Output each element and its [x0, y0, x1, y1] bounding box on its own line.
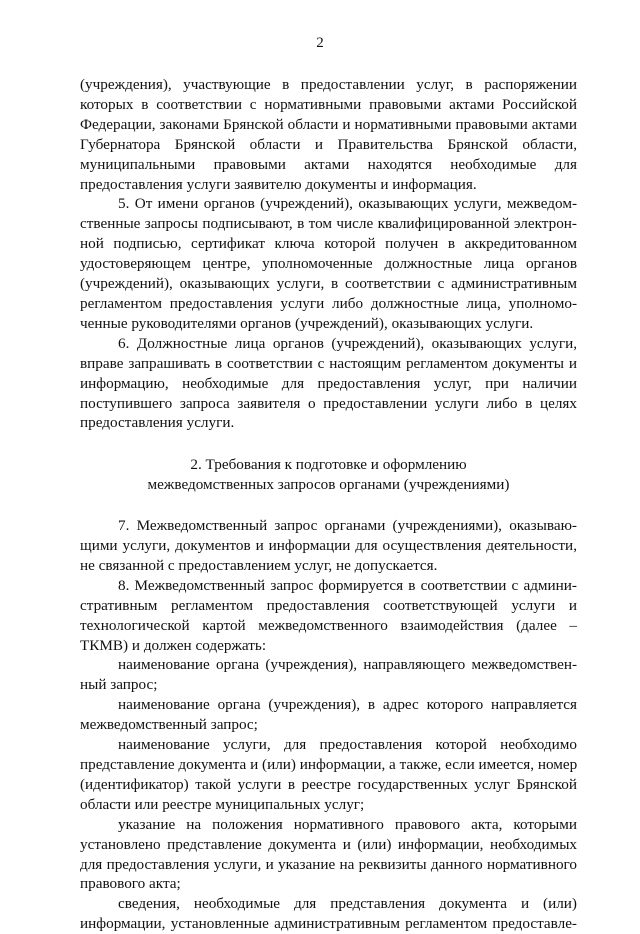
paragraph [80, 194, 577, 333]
text-line: регламентом предоставления услуги либо должностные лица, уполномо- [80, 294, 577, 312]
text-line: Федерации, законами Брянской области и нормативными правовыми актами [80, 115, 577, 133]
text-line: (учреждения), участвующие в предоставлении услуг, в распоряжении [80, 76, 577, 93]
text-line: указание на положения нормативного правового акта, которыми [118, 815, 577, 833]
text-line: информацию, необходимые для предоставления услуг, при наличии [80, 374, 577, 392]
text-line: стративным регламентом предоставления соответствующей услуги и [80, 596, 577, 614]
text-line: сведения, необходимые для представления документа и (или) [118, 895, 577, 913]
text-line: (идентификатор) такой услуги в реестре государственных услуг Брянской [80, 775, 577, 793]
text-line: представление документа и (или) информации, а также, если имеется, номер [80, 756, 578, 773]
text-line: технологической картой межведомственного взаимодействия (далее – [80, 616, 577, 634]
heading-line: 2. Требования к подготовке и оформлению [190, 456, 467, 474]
text-line: которых в соответствии с нормативными правовыми актами Российской [80, 95, 577, 113]
page-number: 2 [316, 35, 324, 51]
paragraph [80, 815, 577, 895]
text-line: Губернатора Брянской области и Правительства Брянской области, [80, 135, 577, 153]
heading-line: межведомственных запросов органами (учреждениями) [147, 476, 510, 494]
text-line: щими услуги, документов и информации для осуществления деятельности, [80, 537, 577, 555]
text-line: муниципальными правовыми актами находятся необходимые для [80, 155, 577, 173]
text-line: поступившего запроса заявителя о предоставлении услуги либо в целях [80, 394, 577, 412]
document-body [80, 75, 577, 934]
paragraph [80, 894, 577, 934]
text-line: наименование органа (учреждения), в адрес которого направляется [118, 696, 577, 714]
text-line: предоставления услуги. [80, 414, 235, 432]
text-line: предоставления услуги заявителю документы и информация. [80, 175, 477, 193]
text-line: установлено представление документа и (или) информации, необходимых [80, 835, 577, 853]
text-line: межведомственный запрос; [80, 716, 258, 734]
paragraph [80, 75, 577, 194]
text-line: ченные руководителями органов (учреждений), оказывающих услуги. [80, 314, 534, 332]
text-line: удостоверяющем центре, уполномоченные должностные лица органов [80, 255, 577, 273]
paragraph [80, 695, 577, 735]
text-line: ТКМВ) и должен содержать: [80, 636, 267, 654]
paragraph [80, 655, 577, 695]
text-line: информации, установленные административным регламентом предоставле- [80, 915, 577, 933]
paragraph [80, 516, 577, 576]
text-line: 6. Должностные лица органов (учреждений), оказывающих услуги, [118, 334, 577, 352]
text-line: области или реестре муниципальных услуг; [80, 795, 365, 813]
text-line: наименование услуги, для предоставления которой необходимо [118, 736, 577, 754]
section-heading [80, 455, 577, 495]
text-line: ный запрос; [80, 676, 158, 694]
text-line: для предоставления услуги, и указание на реквизиты данного нормативного [80, 855, 577, 873]
text-line: вправе запрашивать в соответствии с настоящим регламентом документы и [80, 354, 577, 372]
text-line: 8. Межведомственный запрос формируется в соответствии с админи- [118, 576, 577, 594]
text-line: правового акта; [80, 875, 181, 893]
text-line: наименование органа (учреждения), направляющего межведомствен- [118, 656, 577, 674]
text-line: не связанной с предоставлением услуг, не допускается. [80, 556, 438, 574]
text-line: 5. От имени органов (учреждений), оказывающих услуги, межведом- [118, 195, 577, 213]
text-line: (учреждений), оказывающих услуги, в соответствии с административным [80, 275, 577, 293]
text-line: ственные запросы подписывают, в том числе квалифицированной электрон- [80, 215, 577, 233]
paragraph [80, 735, 577, 815]
text-line: 7. Межведомственный запрос органами (учреждениями), оказываю- [118, 517, 577, 535]
text-line: ной подписью, сертификат ключа которой получен в аккредитованном [80, 235, 577, 253]
paragraph [80, 334, 577, 434]
paragraph [80, 576, 577, 656]
